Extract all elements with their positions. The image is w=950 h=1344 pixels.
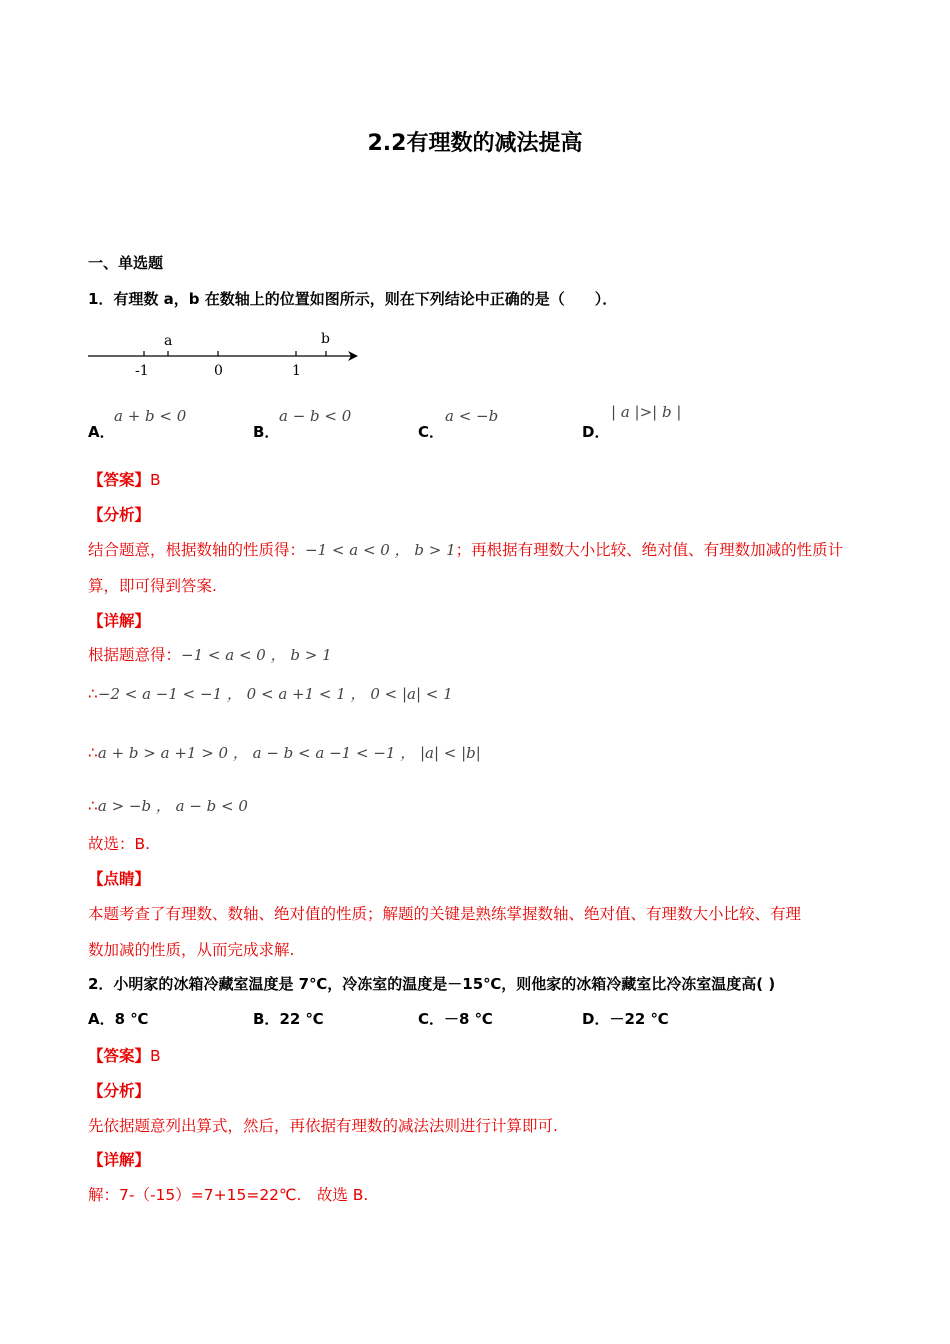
option-value: 22 ℃ (279, 1010, 324, 1028)
answer-value: B (150, 471, 161, 489)
question-1-text: 1．有理数 a，b 在数轴上的位置如图所示，则在下列结论中正确的是（ ）． (88, 290, 618, 308)
q2-option-a (88, 1008, 148, 1029)
q2-detail: 解：7-（-15）=7+15=22℃. 故选 B. (88, 1186, 369, 1204)
q1-comment-tag: 【点睛】 (88, 870, 151, 888)
answer-value: B (150, 1047, 161, 1065)
q2-analysis-tag: 【分析】 (88, 1082, 151, 1100)
therefore-symbol: ∴ (88, 685, 98, 703)
q1-detail-line-2 (88, 683, 453, 704)
q1-detail-line-4 (88, 795, 248, 816)
q1-analysis-line-2: 算，即可得到答案. (88, 577, 217, 595)
q2-analysis: 先依据题意列出算式，然后，再依据有理数的减法法则进行计算即可. (88, 1117, 558, 1135)
question-2-text: 2．小明家的冰箱冷藏室温度是 7℃，冷冻室的温度是－15℃，则他家的冰箱冷藏室比冷冻室温度高( ) (88, 975, 776, 993)
q1-option-b-label: B． (253, 423, 280, 441)
q1-option-c-label: C． (418, 423, 445, 441)
section-heading: 一、单选题 (88, 254, 164, 272)
q2-option-b (253, 1008, 324, 1029)
therefore-symbol: ∴ (88, 744, 98, 762)
detail-math-2: −2 < a −1 < −1 ， 0 < a +1 < 1 ， 0 < |a| < 1 (97, 685, 453, 703)
option-label: C． (418, 1010, 445, 1028)
q1-detail-line-3 (88, 742, 481, 763)
q1-option-d-math: | a |>| b | (611, 403, 682, 421)
q1-option-c-math: a < −b (445, 407, 499, 425)
option-label: A． (88, 1010, 115, 1028)
detail-math-1: −1 < a < 0 ， b > 1 (181, 646, 332, 664)
detail-math-3: a + b > a +1 > 0 ， a − b < a −1 < −1 ， |a| < |b| (97, 744, 481, 762)
tick-label-neg1: -1 (135, 363, 149, 379)
tick-label-1: 1 (292, 363, 301, 379)
detail-math-4: a > −b ， a − b < 0 (97, 797, 248, 815)
option-value: 8 ℃ (114, 1010, 149, 1028)
analysis-text-b: ；再根据有理数大小比较、绝对值、有理数加减的性质计 (455, 541, 844, 559)
option-value: －22 ℃ (609, 1010, 669, 1028)
number-line-figure (86, 328, 366, 380)
q2-option-c (418, 1008, 493, 1029)
analysis-math: −1 < a < 0 ， b > 1 (305, 541, 456, 559)
answer-tag: 【答案】 (88, 471, 151, 489)
option-label: B． (253, 1010, 280, 1028)
q1-option-a-label: A． (88, 423, 115, 441)
q1-option-b-math: a − b < 0 (279, 407, 352, 425)
q1-comment-line-1: 本题考查了有理数、数轴、绝对值的性质；解题的关键是熟练掌握数轴、绝对值、有理数大小比较、有理 (88, 905, 802, 923)
option-value: －8 ℃ (444, 1010, 493, 1028)
q1-detail-tag: 【详解】 (88, 612, 151, 630)
q1-comment-line-2: 数加减的性质，从而完成求解. (88, 941, 295, 959)
tick-label-0: 0 (214, 363, 223, 379)
q1-analysis-line-1 (88, 538, 843, 560)
q1-analysis-tag: 【分析】 (88, 506, 151, 524)
q1-option-a-math: a + b < 0 (114, 407, 187, 425)
point-b-label: b (321, 331, 330, 347)
option-label: D． (582, 1010, 610, 1028)
q2-option-d (582, 1008, 669, 1029)
q1-option-d-label: D． (582, 423, 610, 441)
therefore-symbol: ∴ (88, 797, 98, 815)
analysis-text-a: 结合题意，根据数轴的性质得： (88, 541, 306, 559)
detail-text: 根据题意得： (88, 646, 182, 664)
q1-conclusion: 故选：B. (88, 835, 151, 853)
page-title: 2.2有理数的减法提高 (367, 131, 583, 156)
answer-tag: 【答案】 (88, 1047, 151, 1065)
q2-answer (88, 1044, 161, 1066)
q1-answer (88, 468, 161, 490)
q1-detail-line-1 (88, 643, 332, 665)
q2-detail-tag: 【详解】 (88, 1151, 151, 1169)
point-a-label: a (164, 333, 173, 349)
